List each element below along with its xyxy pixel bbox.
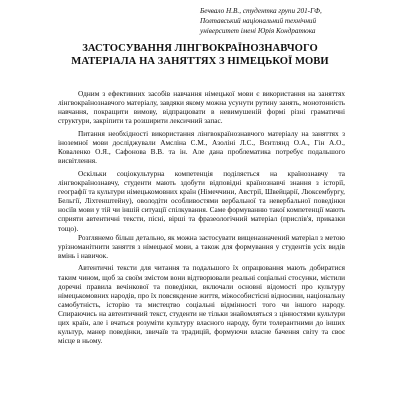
author-line: Бечвало Н.В., студентка групи 201-ГФ, [200, 7, 322, 15]
article-title [30, 42, 370, 68]
paragraph: Розглянемо більш детально, як можна застосувати вищеназначений матеріал з метою урізноманітнити заняття з німецької мови, а також для формування у студентів усіх видів вмінь і навичок. [58, 232, 345, 260]
paragraph: Одним з ефективних засобів навчання німецької мови є використання на заняттях лінгвокраїнознавчого матеріалу, завдяки якому можна усунути рутину занять, монотонність навчання, покращити вимову, відпрацювати в невимушеній формі різні граматичні структури, закріпити та розширити лексичний запас. [58, 89, 345, 126]
author-info [200, 0, 390, 36]
title-line: ЗАСТОСУВАННЯ ЛІНГВОКРАЇНОЗНАВЧОГО [82, 43, 318, 54]
affiliation-line: Полтавський національний технічний [200, 17, 317, 25]
paragraph: Автентичні тексти для читання та подальшого їх опрацювання мають добиратися таким чином, щоб за своїм змістом вони відтворювали реальні соціальні стосунки, містили доречні правила вечінкової та поведінки, включали основні відомості про культуру німецькомовних народів, про їх повсякденне життя, міжособистісні відносини, національну самобутність, історію та мистецтво соціальні відмінності того чи іншого народу. Спираючись на автентичний текст, студенти не тільки знайомляться з цінностями культури цих країн, але і вчаться розуміти культуру власного народу, бути толерантними до інших культур, манер поведінки, звичаїв та традицій, формуючи власне бачення світу та своє місце в ньому. [58, 263, 345, 346]
paragraph: Питання необхідності використання лінгвокраїнознавчого матеріалу на заняттях з іноземної мови досліджували Амсліна С.М., Азоліні Л.С., Вєнтлянд О.А., Гін А.О., Коваленко О.Я., Сафонова В.В. та ін. Але дана проблематика потребує подальшого висвітлення. [58, 128, 345, 166]
paragraph: Оскільки соціокультурна компетенція поділяється на країнознавчу та лінгвокраїнознавчу, студенти мають здобути відповідні країнознавчі знання з історії, географії та культури німецькомовних країн (Німеччини, Австрії, Швейцарії, Люксембургу, Бельгії, Ліхтенштейну), оволодіти особливостями вербальної та невербальної поведінки носіїв мови у тій чи іншій ситуації спілкування. Саме формуванню такої компетенції мають сприяти автентичні тексти, пісні, вірші та фразеологічний матеріал (прислів'я, приказки тощо). [58, 168, 345, 233]
affiliation-line: університет імені Юрія Кондратюка [200, 27, 316, 35]
article-body [58, 89, 345, 349]
title-line: МАТЕРІАЛА НА ЗАНЯТТЯХ З НІМЕЦЬКОЇ МОВИ [71, 56, 329, 67]
